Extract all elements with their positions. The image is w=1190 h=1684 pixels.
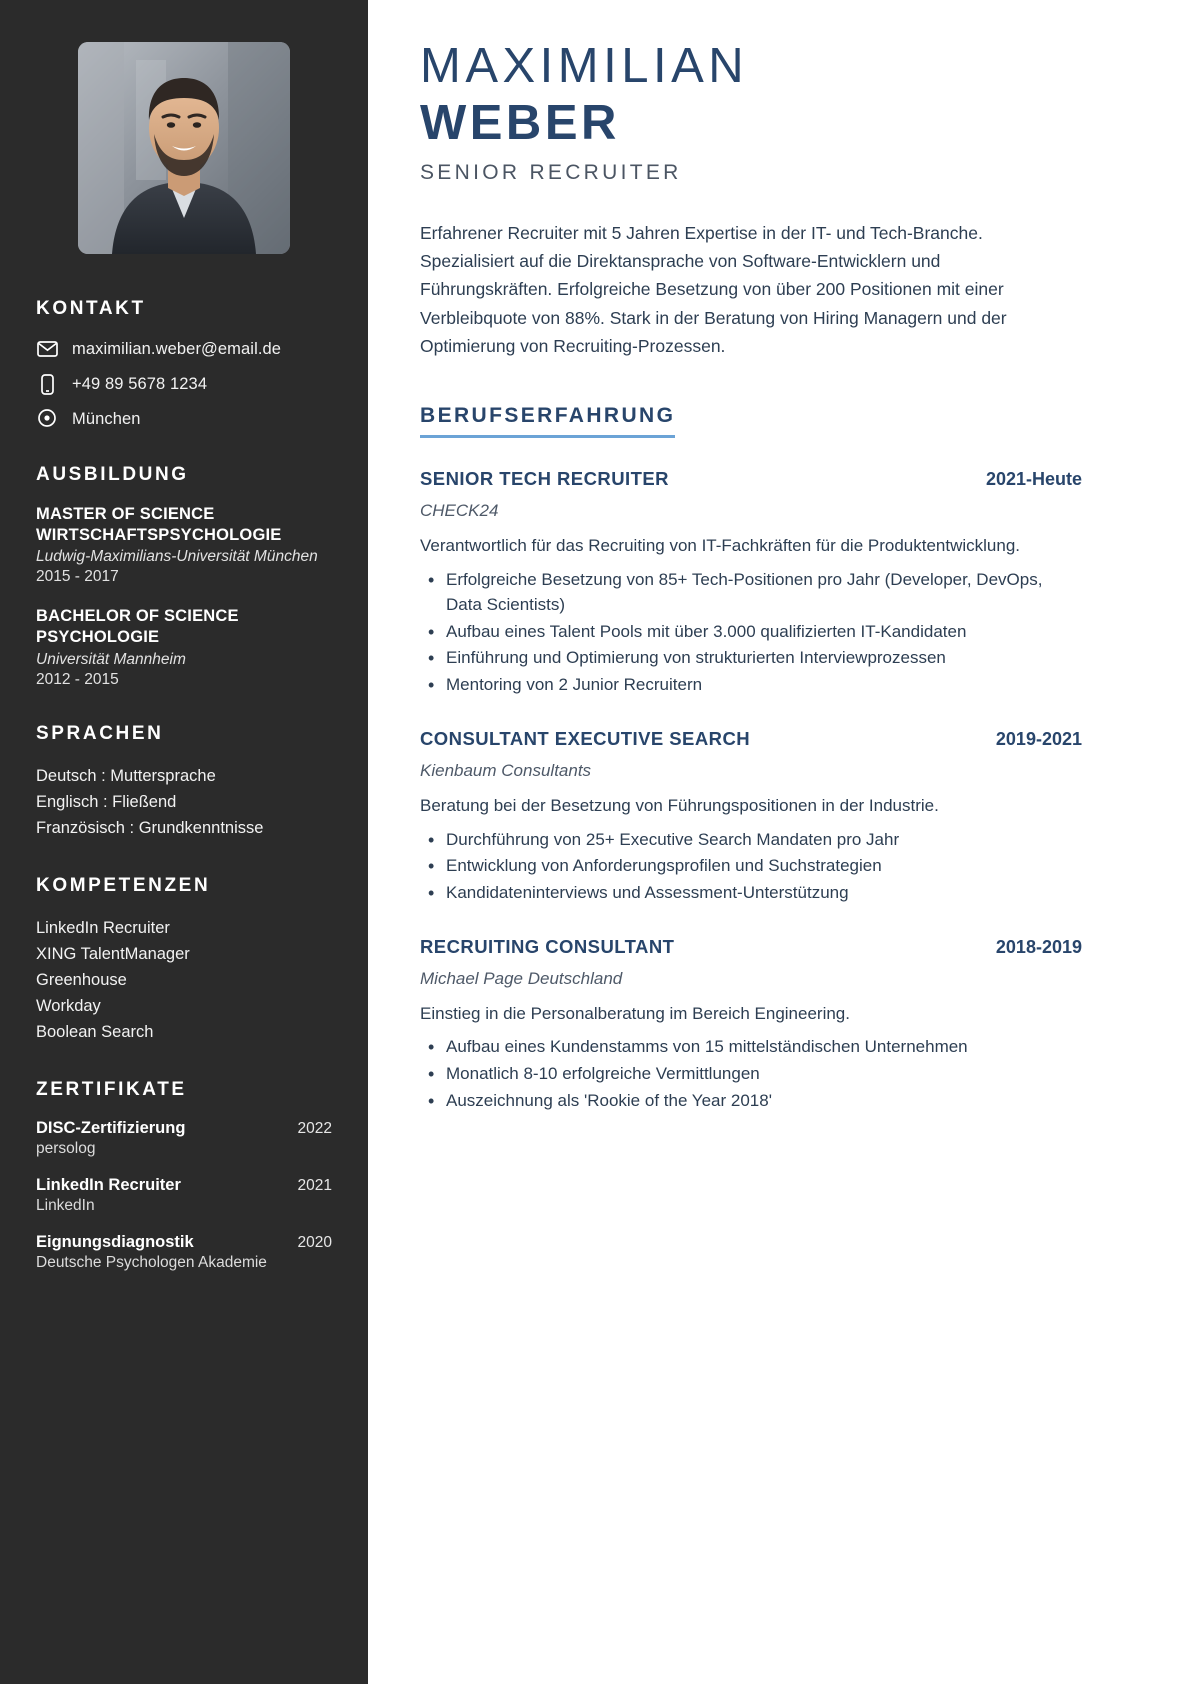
experience-description: Einstieg in die Personalberatung im Bereich Engineering. <box>420 1003 850 1023</box>
experience-bullet: • Monatlich 8-10 erfolgreiche Vermittlungen <box>420 1062 1082 1087</box>
experience-item <box>420 936 1082 1114</box>
experience-item <box>420 728 1082 906</box>
certificates-section <box>36 1079 332 1272</box>
education-school: Ludwig-Maximilians-Universität München <box>36 548 318 566</box>
experience-heading: BERUFSERFAHRUNG <box>420 404 675 438</box>
contact-heading: KONTAKT <box>36 298 146 319</box>
experience-date: 2019-2021 <box>995 729 1082 750</box>
education-heading: AUSBILDUNG <box>36 464 189 485</box>
contact-location-value: München <box>72 409 141 428</box>
education-item <box>36 504 332 586</box>
experience-bullet: • Aufbau eines Kundenstamms von 15 mittelständischen Unternehmen <box>420 1035 1082 1060</box>
language-item: Englisch : Fließend <box>36 792 177 811</box>
experience-role: SENIOR TECH RECRUITER <box>420 468 669 490</box>
certificate-year: 2021 <box>297 1177 332 1195</box>
skill-item: LinkedIn Recruiter <box>36 918 170 937</box>
experience-role: RECRUITING CONSULTANT <box>420 935 675 957</box>
certificate-item <box>36 1176 332 1215</box>
experience-bullets <box>420 568 1082 698</box>
experience-date: 2021-Heute <box>985 469 1082 490</box>
skill-item: Boolean Search <box>36 1023 154 1042</box>
skill-item: Greenhouse <box>36 971 127 990</box>
languages-section <box>36 723 332 841</box>
sidebar <box>0 0 368 1684</box>
certificate-issuer: persolog <box>36 1140 96 1158</box>
experience-description: Beratung bei der Besetzung von Führungspositionen in der Industrie. <box>420 796 939 816</box>
contact-phone-value: +49 89 5678 1234 <box>72 374 208 393</box>
education-degree: MASTER OF SCIENCE WIRTSCHAFTSPSYCHOLOGIE <box>36 505 282 545</box>
experience-bullet: • Kandidateninterviews und Assessment-Unterstützung <box>420 881 1082 906</box>
experience-bullets <box>420 828 1082 906</box>
certificate-year: 2022 <box>297 1120 332 1138</box>
experience-bullet: • Erfolgreiche Besetzung von 85+ Tech-Positionen pro Jahr (Developer, DevOps, Data Scientists) <box>420 568 1082 618</box>
contact-item-phone[interactable] <box>36 373 332 395</box>
experience-bullets <box>420 1035 1082 1113</box>
main-content <box>368 0 1190 1684</box>
experience-company: Kienbaum Consultants <box>420 761 592 781</box>
skill-item: XING TalentManager <box>36 944 190 963</box>
experience-bullet: • Mentoring von 2 Junior Recruitern <box>420 673 1082 698</box>
experience-role: CONSULTANT EXECUTIVE SEARCH <box>420 728 751 750</box>
phone-icon <box>36 373 58 395</box>
experience-bullet: • Einführung und Optimierung von strukturierten Interviewprozessen <box>420 646 1082 671</box>
certificate-year: 2020 <box>297 1234 332 1252</box>
certificate-issuer: Deutsche Psychologen Akademie <box>36 1254 267 1272</box>
contact-item-email[interactable] <box>36 338 332 360</box>
experience-bullet: • Aufbau eines Talent Pools mit über 3.000 qualifizierten IT-Kandidaten <box>420 620 1082 645</box>
experience-company: CHECK24 <box>420 501 499 521</box>
education-years: 2015 - 2017 <box>36 568 119 586</box>
experience-bullet: • Durchführung von 25+ Executive Search Mandaten pro Jahr <box>420 828 1082 853</box>
skills-section <box>36 875 332 1045</box>
education-section <box>36 464 332 689</box>
education-item <box>36 606 332 688</box>
certificate-name: DISC-Zertifizierung <box>36 1119 186 1138</box>
experience-item <box>420 468 1082 698</box>
skills-heading: KOMPETENZEN <box>36 874 211 896</box>
education-school: Universität Mannheim <box>36 650 186 668</box>
education-years: 2012 - 2015 <box>36 670 119 688</box>
certificate-name: Eignungsdiagnostik <box>36 1233 194 1252</box>
experience-bullet: • Auszeichnung als 'Rookie of the Year 2018' <box>420 1089 1082 1114</box>
certificate-name: LinkedIn Recruiter <box>36 1176 181 1195</box>
last-name: WEBER <box>420 95 620 150</box>
certificates-heading: ZERTIFIKATE <box>36 1079 187 1101</box>
envelope-icon <box>36 338 58 360</box>
profile-photo-image <box>78 42 290 254</box>
experience-date: 2018-2019 <box>995 936 1082 957</box>
education-degree: BACHELOR OF SCIENCE PSYCHOLOGIE <box>36 607 239 647</box>
contact-email-value: maximilian.weber@email.de <box>72 339 282 358</box>
certificate-item <box>36 1233 332 1272</box>
contact-item-location[interactable] <box>36 408 332 430</box>
language-item: Deutsch : Muttersprache <box>36 766 216 785</box>
profile-photo <box>78 42 290 254</box>
profile-summary: Erfahrener Recruiter mit 5 Jahren Expertise in der IT- und Tech-Branche. Spezialisiert auf die Direktansprache von Software-Entwicklern und Führungskräften. Erfolgreiche Besetzung von über 200 Positionen mit einer Verbleibquote von 88%. Stark in der Beratung von Hiring Managern und der Optimierung von Recruiting-Prozessen. <box>420 222 1007 357</box>
certificate-item <box>36 1119 332 1158</box>
contact-section <box>36 298 332 430</box>
language-item: Französisch : Grundkenntnisse <box>36 818 264 837</box>
experience-description: Verantwortlich für das Recruiting von IT-Fachkräften für die Produktentwicklung. <box>420 536 1021 556</box>
experience-company: Michael Page Deutschland <box>420 968 623 988</box>
experience-bullet: • Entwicklung von Anforderungsprofilen und Suchstrategien <box>420 854 1082 879</box>
languages-heading: SPRACHEN <box>36 722 164 744</box>
first-name: MAXIMILIAN <box>420 39 749 93</box>
location-pin-icon <box>36 408 58 430</box>
skill-item: Workday <box>36 997 101 1016</box>
job-title: SENIOR RECRUITER <box>420 160 682 184</box>
certificate-issuer: LinkedIn <box>36 1197 95 1215</box>
